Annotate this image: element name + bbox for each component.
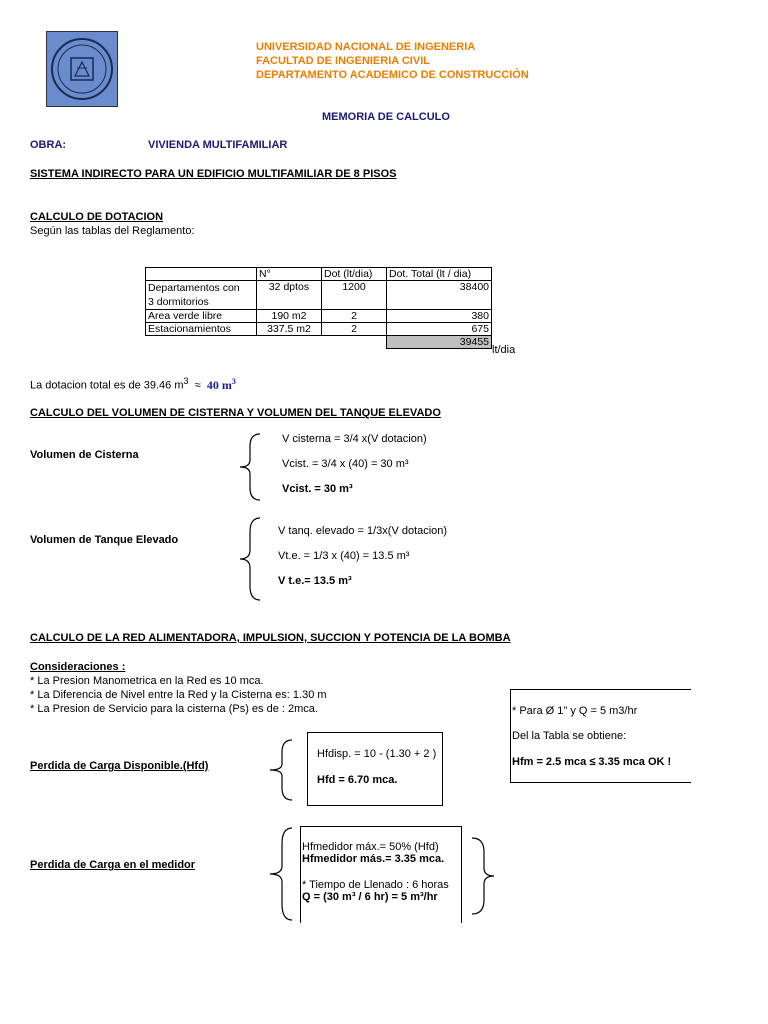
tabla-hfm-result: Hfm = 2.5 mca ≤ 3.35 mca OK ! bbox=[512, 756, 672, 768]
row-name: Estacionamientos bbox=[146, 323, 257, 336]
tiempo-llenado: * Tiempo de Llenado : 6 horas bbox=[302, 879, 449, 891]
row-total: 38400 bbox=[387, 281, 492, 310]
medidor-label: Perdida de Carga en el medidor bbox=[30, 859, 196, 871]
row-n: 32 dptos bbox=[257, 281, 322, 310]
row-dot: 2 bbox=[322, 323, 387, 336]
medidor-formula: Hfmedidor máx.= 50% (Hfd) bbox=[302, 841, 439, 853]
hfd-result: Hfd = 6.70 mca. bbox=[317, 774, 398, 786]
consideracion-3: * La Presion de Servicio para la cisterna (Ps) es de : 2mca. bbox=[30, 703, 318, 715]
total-value-text: 40 m bbox=[206, 377, 232, 392]
row-dot: 2 bbox=[322, 310, 387, 323]
row-total: 675 bbox=[387, 323, 492, 336]
red-heading: CALCULO DE LA RED ALIMENTADORA, IMPULSION, SUCCION Y POTENCIA DE LA BOMBA bbox=[30, 632, 511, 644]
dotacion-total-line bbox=[30, 376, 236, 393]
row-name: Area verde libre bbox=[146, 310, 257, 323]
table-header-n: N° bbox=[257, 268, 322, 281]
header-department: DEPARTAMENTO ACADEMICO DE CONSTRUCCIÓN bbox=[256, 69, 529, 81]
row-name-cont: 3 dormitorios bbox=[148, 296, 209, 308]
obra-label: OBRA: bbox=[30, 139, 67, 151]
tabla-note: Del la Tabla se obtiene: bbox=[512, 730, 627, 742]
obra-value: VIVIENDA MULTIFAMILIAR bbox=[148, 139, 288, 151]
cisterna-brace bbox=[238, 432, 262, 502]
tabla-diametro: * Para Ø 1" y Q = 5 m3/hr bbox=[512, 705, 638, 717]
dotacion-total-value bbox=[207, 378, 236, 392]
page-title: MEMORIA DE CALCULO bbox=[322, 111, 450, 123]
university-seal-logo bbox=[46, 31, 118, 107]
medidor-brace-left bbox=[268, 826, 294, 922]
cisterna-formula: V cisterna = 3/4 x(V dotacion) bbox=[282, 433, 427, 445]
table-header-total: Dot. Total (lt / dia) bbox=[387, 268, 492, 281]
dotacion-sum-unit: lt/dia bbox=[492, 344, 516, 356]
row-n: 190 m2 bbox=[257, 310, 322, 323]
tanque-brace bbox=[238, 516, 262, 602]
table-header-empty bbox=[146, 268, 257, 281]
hfd-formula: Hfdisp. = 10 - (1.30 + 2 ) bbox=[317, 748, 437, 760]
cubic-sup: 3 bbox=[183, 376, 189, 386]
cisterna-label: Volumen de Cisterna bbox=[30, 449, 139, 461]
row-n: 337.5 m2 bbox=[257, 323, 322, 336]
table-row bbox=[146, 323, 492, 336]
table-header-dot: Dot (lt/dia) bbox=[322, 268, 387, 281]
header-faculty: FACULTAD DE INGENIERIA CIVIL bbox=[256, 55, 430, 67]
sistema-heading: SISTEMA INDIRECTO PARA UN EDIFICIO MULTIFAMILIAR DE 8 PISOS bbox=[30, 168, 397, 180]
tanque-result: V t.e.= 13.5 m³ bbox=[278, 575, 352, 587]
table-row bbox=[146, 310, 492, 323]
volumen-heading: CALCULO DEL VOLUMEN DE CISTERNA Y VOLUMEN DEL TANQUE ELEVADO bbox=[30, 407, 441, 419]
dotacion-table bbox=[145, 267, 492, 349]
cisterna-result: Vcist. = 30 m³ bbox=[282, 483, 353, 495]
medidor-brace-right bbox=[470, 836, 496, 916]
hfd-box bbox=[307, 732, 443, 806]
header-university: UNIVERSIDAD NACIONAL DE INGENERIA bbox=[256, 41, 476, 53]
cisterna-calc: Vcist. = 3/4 x (40) = 30 m³ bbox=[282, 458, 409, 470]
row-total: 380 bbox=[387, 310, 492, 323]
hfd-label: Perdida de Carga Disponible.(Hfd) bbox=[30, 760, 209, 772]
table-row bbox=[146, 281, 492, 310]
row-name: Departamentos con bbox=[148, 282, 240, 294]
tanque-calc: Vt.e. = 1/3 x (40) = 13.5 m³ bbox=[278, 550, 410, 562]
hfd-brace bbox=[268, 738, 294, 802]
consideraciones-heading: Consideraciones : bbox=[30, 661, 126, 673]
consideracion-1: * La Presion Manometrica en la Red es 10 mca. bbox=[30, 675, 264, 687]
tanque-formula: V tanq. elevado = 1/3x(V dotacion) bbox=[278, 525, 448, 537]
approx-symbol: ≈ bbox=[194, 379, 201, 392]
dotacion-sum: 39455 bbox=[387, 336, 492, 349]
consideracion-2: * La Diferencia de Nivel entre la Red y la Cisterna es: 1.30 m bbox=[30, 689, 327, 701]
row-dot: 1200 bbox=[322, 281, 387, 310]
dotacion-subtitle: Según las tablas del Reglamento: bbox=[30, 225, 195, 237]
caudal-result: Q = (30 m³ / 6 hr) = 5 m³/hr bbox=[302, 891, 438, 903]
dotacion-heading: CALCULO DE DOTACION bbox=[30, 211, 164, 223]
tanque-label: Volumen de Tanque Elevado bbox=[30, 534, 179, 546]
total-value-sup: 3 bbox=[231, 376, 236, 386]
dotacion-total-text: La dotacion total es de 39.46 m bbox=[30, 379, 184, 392]
medidor-result: Hfmedidor más.= 3.35 mca. bbox=[302, 853, 445, 865]
